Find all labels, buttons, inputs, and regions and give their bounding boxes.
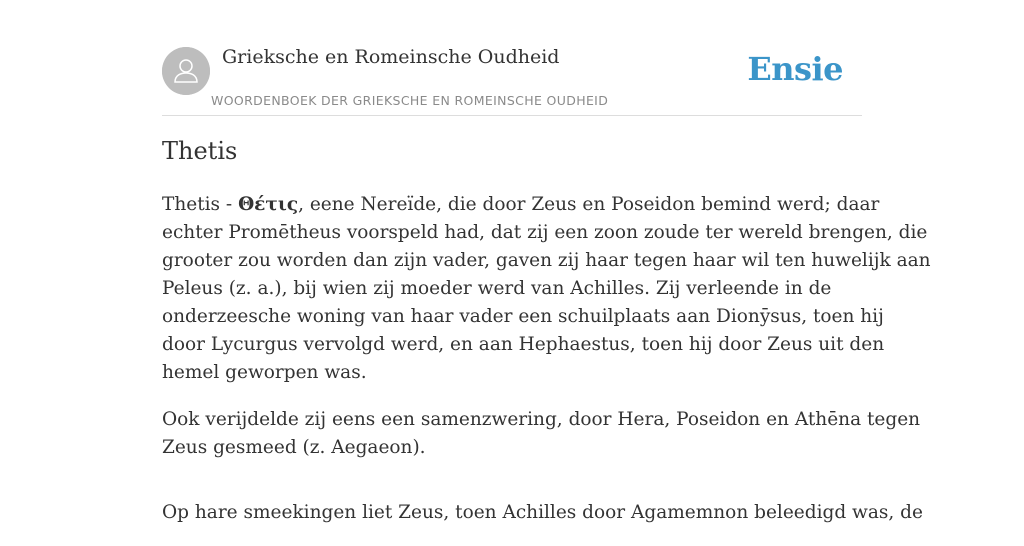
paragraph-line: Ook verijdelde zij eens een samenzwering, door Hera, Poseidon en Athēna tegen — [162, 409, 921, 430]
paragraph-line: Op hare smeekingen liet Zeus, toen Achilles door Agamemnon beleedigd was, de — [162, 502, 923, 523]
source-header — [162, 42, 862, 116]
paragraph-3 — [162, 499, 923, 527]
lead-text: Thetis - — [162, 194, 239, 215]
line-text: , eene Nereïde, die door Zeus en Poseidon bemind werd; daar — [298, 194, 880, 215]
paragraph-line: door Lycurgus vervolgd werd, en aan Hephaestus, toen hij door Zeus uit den — [162, 334, 885, 355]
paragraph-line: grooter zou worden dan zijn vader, gaven zij haar tegen haar wil ten huwelijk aan — [162, 250, 931, 271]
source-title-link[interactable]: Grieksche en Romeinsche Oudheid — [222, 46, 560, 68]
paragraph-line: onderzeesche woning van haar vader een schuilplaats aan Dionȳsus, toen hij — [162, 306, 884, 327]
user-icon — [162, 47, 210, 95]
article-body — [162, 191, 931, 546]
source-subtitle: WOORDENBOEK DER GRIEKSCHE EN ROMEINSCHE OUDHEID — [211, 93, 609, 108]
page-title: Thetis — [162, 137, 238, 165]
paragraph-2 — [162, 406, 921, 462]
ensie-logo[interactable]: Ensie — [747, 50, 843, 88]
greek-term: Θέτις — [238, 194, 299, 215]
paragraph-line: Peleus (z. a.), bij wien zij moeder werd van Achilles. Zij verleende in de — [162, 278, 832, 299]
paragraph-1 — [162, 191, 931, 387]
paragraph-line: echter Promētheus voorspeld had, dat zij een zoon zoude ter wereld brengen, die — [162, 222, 928, 243]
paragraph-line — [162, 191, 880, 219]
paragraph-line: Zeus gesmeed (z. Aegaeon). — [162, 437, 426, 458]
paragraph-line: hemel geworpen was. — [162, 362, 367, 383]
